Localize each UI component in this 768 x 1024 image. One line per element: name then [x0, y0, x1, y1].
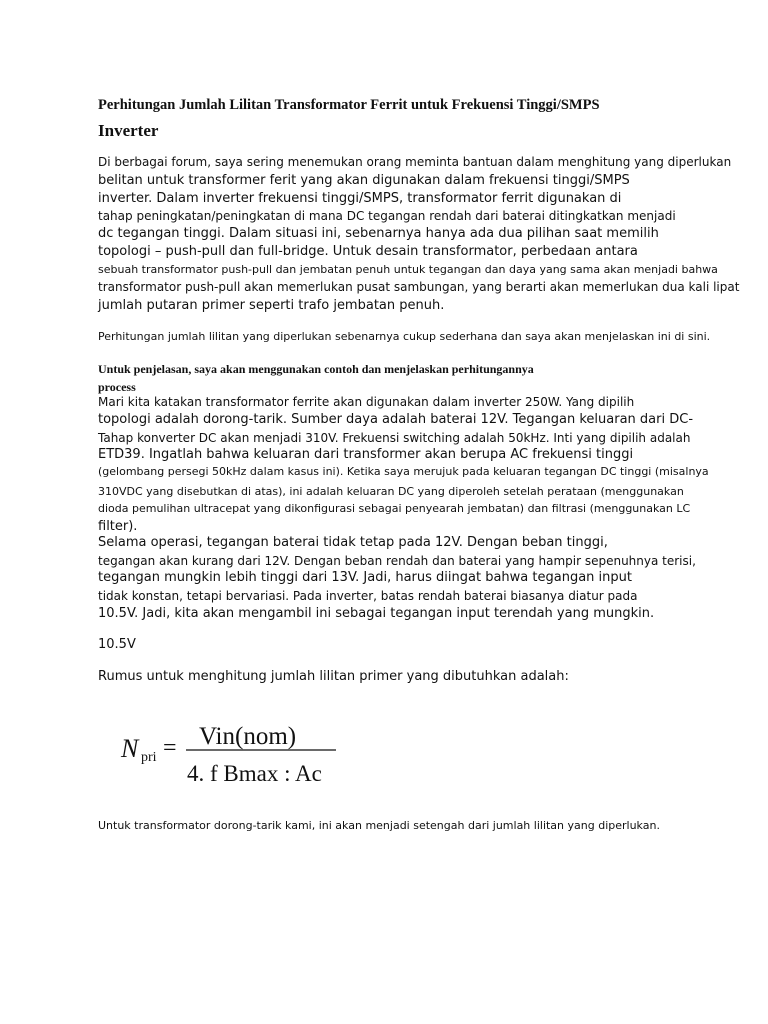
- paragraph-3-line: ETD39. Ingatlah bahwa keluaran dari transformer akan berupa AC frekuensi tinggi: [98, 447, 634, 462]
- paragraph-1-line: tahap peningkatan/peningkatan di mana DC tegangan rendah dari baterai ditingkatkan menjadi: [98, 209, 676, 223]
- paragraph-4-line: tegangan mungkin lebih tinggi dari 13V. Jadi, harus diingat bahwa tegangan input: [98, 570, 632, 585]
- closing-paragraph: Untuk transformator dorong-tarik kami, ini akan menjadi setengah dari jumlah lilitan yang diperlukan.: [98, 819, 660, 832]
- paragraph-1-line: jumlah putaran primer seperti trafo jembatan penuh.: [98, 298, 445, 313]
- paragraph-4-line: 10.5V. Jadi, kita akan mengambil ini sebagai tegangan input terendah yang mungkin.: [98, 606, 655, 621]
- section-subheading-continued: process: [98, 380, 136, 394]
- paragraph-1-line: topologi – push-pull dan full-bridge. Untuk desain transformator, perbedaan antara: [98, 244, 638, 259]
- formula-intro: Rumus untuk menghitung jumlah lilitan primer yang dibutuhkan adalah:: [98, 669, 569, 684]
- paragraph-1-line: belitan untuk transformer ferit yang akan digunakan dalam frekuensi tinggi/SMPS: [98, 173, 630, 188]
- paragraph-1-line: dc tegangan tinggi. Dalam situasi ini, sebenarnya hanya ada dua pilihan saat memilih: [98, 226, 659, 241]
- paragraph-3-line: 310VDC yang disebutkan di atas), ini adalah keluaran DC yang diperoleh setelah perataan (menggunakan: [98, 485, 684, 498]
- paragraph-4-line: Selama operasi, tegangan baterai tidak tetap pada 12V. Dengan beban tinggi,: [98, 535, 608, 550]
- document-title: Perhitungan Jumlah Lilitan Transformator Ferrit untuk Frekuensi Tinggi/SMPS: [98, 97, 600, 113]
- paragraph-1-line: Di berbagai forum, saya sering menemukan orang meminta bantuan dalam menghitung yang diperlukan: [98, 155, 732, 169]
- paragraph-1-line: sebuah transformator push-pull dan jembatan penuh untuk tegangan dan daya yang sama akan menjadi bahwa: [98, 263, 718, 276]
- document-title-continued: Inverter: [98, 121, 159, 140]
- formula-numerator: Vin(nom): [199, 723, 297, 750]
- formula-denominator: 4. f Bmax : Ac: [187, 761, 322, 786]
- paragraph-1-line: inverter. Dalam inverter frekuensi tinggi/SMPS, transformator ferrit digunakan di: [98, 191, 622, 206]
- paragraph-3-line: filter).: [98, 519, 138, 534]
- paragraph-2: Perhitungan jumlah lilitan yang diperlukan sebenarnya cukup sederhana dan saya akan menjelaskan ini di sini.: [98, 330, 711, 343]
- paragraph-4-line: tidak konstan, tetapi bervariasi. Pada inverter, batas rendah baterai biasanya diatur pada: [98, 589, 638, 603]
- paragraph-3-line: Mari kita katakan transformator ferrite akan digunakan dalam inverter 250W. Yang dipilih: [98, 395, 635, 409]
- paragraph-1-line: transformator push-pull akan memerlukan pusat sambungan, yang berarti akan memerlukan dua kali lipat: [98, 280, 740, 294]
- formula-lhs-subscript: pri: [141, 750, 157, 765]
- paragraph-3-line: Tahap konverter DC akan menjadi 310V. Frekuensi switching adalah 50kHz. Inti yang dipilih adalah: [98, 431, 691, 445]
- paragraph-3-line: dioda pemulihan ultracepat yang dikonfigurasi sebagai penyearah jembatan) dan filtrasi (menggunakan LC: [98, 502, 691, 515]
- paragraph-3-line: (gelombang persegi 50kHz dalam kasus ini). Ketika saya merujuk pada keluaran tegangan DC tinggi (misalnya: [98, 465, 709, 478]
- primary-turns-formula: [115, 712, 355, 790]
- section-subheading: Untuk penjelasan, saya akan menggunakan contoh dan menjelaskan perhitungannya: [98, 362, 534, 376]
- paragraph-4-line: tegangan akan kurang dari 12V. Dengan beban rendah dan baterai yang hampir sepenuhnya terisi,: [98, 554, 696, 568]
- paragraph-3-line: topologi adalah dorong-tarik. Sumber daya adalah baterai 12V. Tegangan keluaran dari DC-: [98, 412, 694, 427]
- formula-lhs-symbol: N: [121, 734, 139, 763]
- value-line: 10.5V: [98, 637, 136, 652]
- formula-equals: =: [163, 735, 177, 761]
